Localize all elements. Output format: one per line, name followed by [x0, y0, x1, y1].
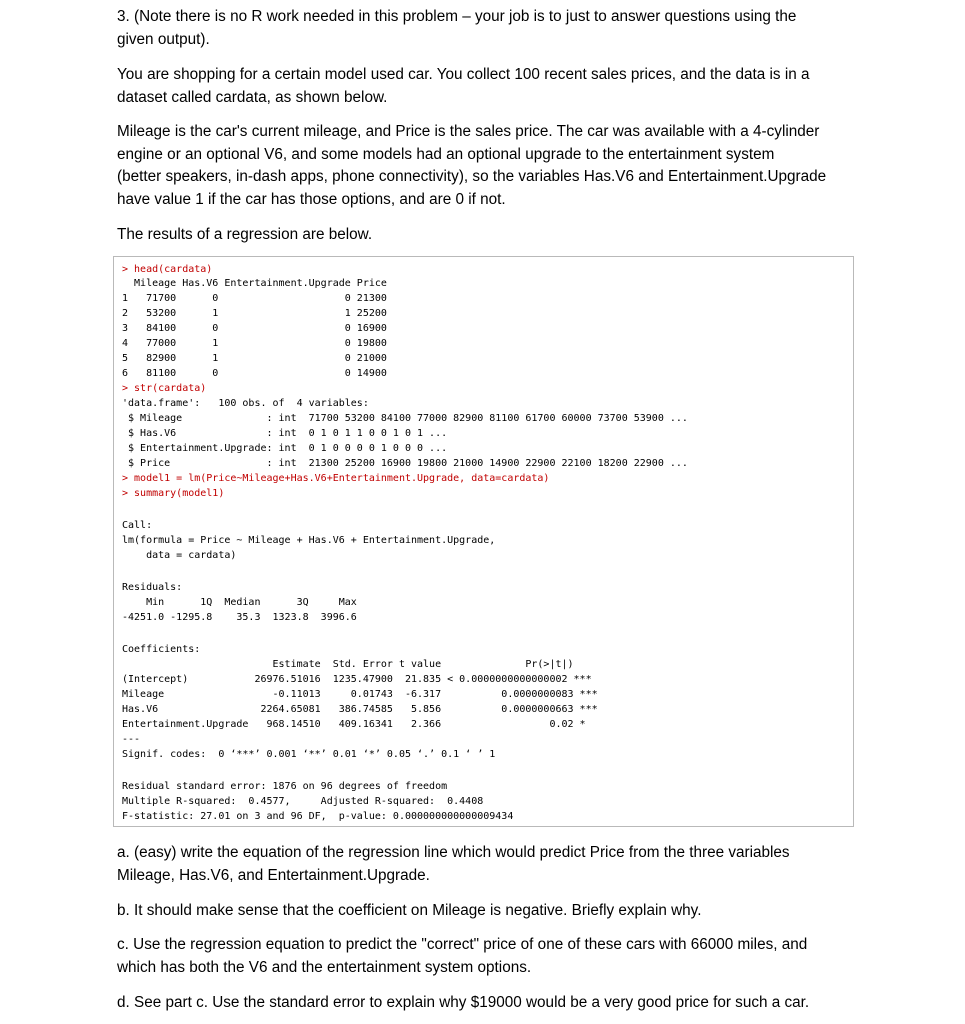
model-command: > model1 = lm(Price~Mileage+Has.V6+Entertainment.Upgrade, data=cardata) [122, 473, 550, 484]
head-row: 6 81100 0 0 14900 [122, 368, 387, 379]
title-line: given output). [117, 30, 210, 48]
paragraph-line: Mileage is the car's current mileage, and Price is the sales price. The car was available with a 4-cylinder [117, 123, 820, 140]
part-line: c. Use the regression equation to predict the "correct" price of one of these cars with 66000 miles, and [117, 936, 808, 953]
head-row: 4 77000 1 0 19800 [122, 338, 387, 349]
intro-paragraph [117, 64, 877, 109]
paragraph-line: You are shopping for a certain model used car. You collect 100 recent sales prices, and the data is in a [117, 66, 810, 83]
call-line: lm(formula = Price ~ Mileage + Has.V6 + Entertainment.Upgrade, [122, 535, 496, 546]
residual-standard-error: Residual standard error: 1876 on 96 degrees of freedom [122, 781, 448, 792]
paragraph-line: The results of a regression are below. [117, 226, 373, 243]
str-line: $ Price : int 21300 25200 16900 19800 21000 14900 22900 22100 18200 22900 ... [122, 458, 688, 469]
head-row: 2 53200 1 1 25200 [122, 308, 387, 319]
part-c [117, 934, 877, 979]
part-line: a. (easy) write the equation of the regression line which would predict Price from the three variables [117, 844, 790, 861]
summary-command: > summary(model1) [122, 488, 225, 499]
coefficient-row: Entertainment.Upgrade 968.14510 409.16341 2.366 0.02 * [122, 719, 586, 730]
separator: --- [122, 734, 141, 745]
residuals-label: Residuals: [122, 582, 183, 593]
residuals-header: Min 1Q Median 3Q Max [122, 597, 357, 608]
call-label: Call: [122, 520, 153, 531]
variables-paragraph [117, 121, 877, 211]
part-line: Mileage, Has.V6, and Entertainment.Upgrade. [117, 866, 430, 884]
part-b [117, 900, 877, 923]
part-a [117, 842, 877, 887]
head-row: 5 82900 1 0 21000 [122, 353, 387, 364]
paragraph-line: have value 1 if the car has those options, and are 0 if not. [117, 190, 506, 208]
part-line: b. It should make sense that the coefficient on Mileage is negative. Briefly explain why. [117, 902, 702, 919]
head-header: Mileage Has.V6 Entertainment.Upgrade Price [122, 278, 387, 289]
signif-codes: Signif. codes: 0 ‘***’ 0.001 ‘**’ 0.01 ‘*’ 0.05 ‘.’ 0.1 ‘ ’ 1 [122, 749, 496, 760]
f-statistic: F-statistic: 27.01 on 3 and 96 DF, p-value: 0.000000000000009434 [122, 811, 514, 822]
str-line: $ Has.V6 : int 0 1 0 1 1 0 0 1 0 1 ... [122, 428, 448, 439]
coefficient-row: (Intercept) 26976.51016 1235.47900 21.835 < 0.0000000000000002 *** [122, 674, 592, 685]
coefficients-label: Coefficients: [122, 644, 201, 655]
title-line: 3. (Note there is no R work needed in this problem – your job is to just to answer questions using the [117, 8, 797, 25]
call-line: data = cardata) [122, 550, 237, 561]
part-line: which has both the V6 and the entertainment system options. [117, 958, 532, 976]
coefficient-row: Mileage -0.11013 0.01743 -6.317 0.0000000083 *** [122, 689, 598, 700]
paragraph-line: (better speakers, in-dash apps, phone connectivity), so the variables Has.V6 and Entertainment.Upgrade [117, 168, 827, 185]
coefficient-row: Has.V6 2264.65081 386.74585 5.856 0.0000000663 *** [122, 704, 598, 715]
r-squared: Multiple R-squared: 0.4577, Adjusted R-squared: 0.4408 [122, 796, 484, 807]
residuals-values: -4251.0 -1295.8 35.3 1323.8 3996.6 [122, 612, 357, 623]
question-title [117, 6, 877, 51]
part-d [117, 992, 877, 1015]
part-line: d. See part c. Use the standard error to explain why $19000 would be a very good price for such a car. [117, 994, 810, 1011]
str-line: $ Entertainment.Upgrade: int 0 1 0 0 0 0 1 0 0 0 ... [122, 443, 448, 454]
paragraph-line: dataset called cardata, as shown below. [117, 88, 388, 106]
str-command: > str(cardata) [122, 383, 207, 394]
head-row: 1 71700 0 0 21300 [122, 293, 387, 304]
head-row: 3 84100 0 0 16900 [122, 323, 387, 334]
results-intro [117, 224, 877, 247]
r-console-output [113, 256, 854, 827]
paragraph-line: engine or an optional V6, and some models had an optional upgrade to the entertainment system [117, 145, 775, 163]
str-line: 'data.frame': 100 obs. of 4 variables: [122, 398, 369, 409]
str-line: $ Mileage : int 71700 53200 84100 77000 82900 81100 61700 60000 73700 53900 ... [122, 413, 688, 424]
head-command: > head(cardata) [122, 264, 213, 275]
coefficients-header: Estimate Std. Error t value Pr(>|t|) [122, 659, 574, 670]
